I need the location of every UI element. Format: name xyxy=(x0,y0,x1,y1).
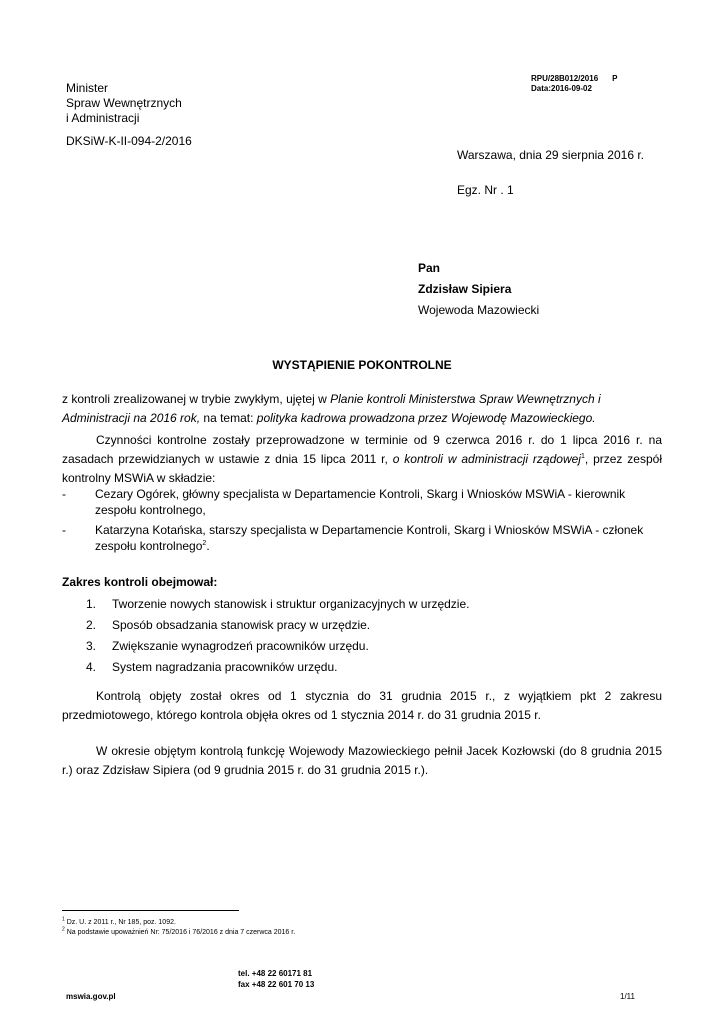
list-item xyxy=(86,615,469,636)
intro-topic: polityka kadrowa prowadzona przez Wojewodę Mazowieckiego. xyxy=(256,411,596,425)
issuer-line-3: i Administracji xyxy=(66,111,140,125)
website: mswia.gov.pl xyxy=(66,992,116,1001)
copy-number: Egz. Nr . 1 xyxy=(457,183,514,197)
place-date: Warszawa, dnia 29 sierpnia 2016 r. xyxy=(457,148,644,162)
para1-text-3: , przez zespół kontrolny MSWiA w składzie: xyxy=(62,452,662,485)
scope-item-number: 1. xyxy=(86,597,97,611)
footnote-number: 2 xyxy=(62,926,65,933)
list-item xyxy=(86,594,469,615)
issuer-block xyxy=(66,81,182,126)
para1-text-1: Czynności kontrolne zostały przeprowadzone w terminie od 9 czerwca 2016 r. do 1 lipca 2016 r. na zasadach przewidzianych w ustawie z dnia 15 lipca 2011 r, xyxy=(62,433,662,466)
reference-number: DKSiW-K-II-094-2/2016 xyxy=(66,134,192,148)
list-item xyxy=(86,636,469,657)
page-number: 1/11 xyxy=(620,992,635,1001)
intro-plan-title: Planie kontroli Ministerstwa Spraw Wewnętrznych i Administracji na 2016 rok, xyxy=(62,392,601,425)
footnote-text: Na podstawie upoważnień Nr: 75/2016 i 76/2016 z dnia 7 czerwca 2016 r. xyxy=(64,929,296,936)
document-title: WYSTĄPIENIE POKONTROLNE xyxy=(272,358,452,372)
footnote-text: Dz. U. z 2011 r., Nr 185, poz. 1092. xyxy=(64,919,176,926)
fax-number: fax +48 22 601 70 13 xyxy=(238,980,315,989)
footnote-ref-2: 2 xyxy=(202,540,207,547)
scope-item-text: Tworzenie nowych stanowisk i struktur organizacyjnych w urzędzie. xyxy=(112,597,470,611)
period-paragraph: Kontrolą objęty został okres od 1 stycznia do 31 grudnia 2015 r., z wyjątkiem pkt 2 zakresu przedmiotowego, którego kontrola objęła okres od 1 stycznia 2014 r. do 31 grudnia 2015 r. xyxy=(62,689,662,722)
footnote-divider xyxy=(62,910,239,911)
addressee-salutation: Pan xyxy=(418,261,441,275)
phone-number: tel. +48 22 60171 81 xyxy=(238,969,313,978)
intro-text-1: z kontroli zrealizowanej w trybie zwykłym, ujętej w xyxy=(62,392,331,406)
issuer-line-1: Minister xyxy=(66,81,109,95)
team-member-text: Cezary Ogórek, główny specjalista w Departamencie Kontroli, Skarg i Wniosków MSWiA - kierownik zespołu kontrolnego, xyxy=(95,487,626,517)
scope-heading: Zakres kontroli obejmował: xyxy=(62,575,218,589)
footnote xyxy=(62,928,295,938)
addressee-block xyxy=(418,258,539,321)
list-item xyxy=(62,486,662,518)
rpu-flag: P xyxy=(612,74,618,83)
rpu-date: Data:2016-09-02 xyxy=(531,84,592,93)
contact-block xyxy=(238,968,314,990)
scope-item-text: Zwiększanie wynagrodzeń pracowników urzędu. xyxy=(112,639,369,653)
addressee-position: Wojewoda Mazowiecki xyxy=(418,303,540,317)
intro-paragraph xyxy=(62,390,662,428)
addressee-name: Zdzisław Sipiera xyxy=(418,282,512,296)
scope-item-text: Sposób obsadzania stanowisk pracy w urzędzie. xyxy=(112,618,371,632)
list-dash: - xyxy=(62,487,66,501)
para1-act-title: o kontroli w administracji rządowej xyxy=(392,452,581,466)
scope-item-number: 2. xyxy=(86,618,97,632)
rpu-number: RPU/28B012/2016 xyxy=(531,74,599,83)
team-member-tail: . xyxy=(206,539,210,553)
inspection-paragraph xyxy=(62,431,662,488)
team-list xyxy=(62,486,662,558)
list-item xyxy=(62,522,662,554)
team-member-text: Katarzyna Kotańska, starszy specjalista w Departamencie Kontroli, Skarg i Wniosków MSWiA - członek zespołu kontrolnego xyxy=(95,523,644,553)
scope-item-number: 3. xyxy=(86,639,97,653)
intro-text-3: na temat: xyxy=(200,411,257,425)
footnote-number: 1 xyxy=(62,916,65,923)
list-item xyxy=(86,657,469,678)
scope-list xyxy=(86,594,469,678)
issuer-line-2: Spraw Wewnętrznych xyxy=(66,96,182,110)
governor-paragraph: W okresie objętym kontrolą funkcję Wojewody Mazowieckiego pełnił Jacek Kozłowski (do 8 grudnia 2015 r.) oraz Zdzisław Sipiera (od 9 grudnia 2015 r. do 31 grudnia 2015 r.). xyxy=(62,744,662,777)
scope-item-text: System nagradzania pracowników urzędu. xyxy=(112,660,338,674)
footnote-ref-1: 1 xyxy=(580,453,585,460)
footnote xyxy=(62,918,295,928)
list-dash: - xyxy=(62,523,66,537)
footnotes xyxy=(62,918,295,938)
team-member-entry xyxy=(95,522,662,554)
registration-stamp xyxy=(531,74,618,94)
scope-item-number: 4. xyxy=(86,660,97,674)
